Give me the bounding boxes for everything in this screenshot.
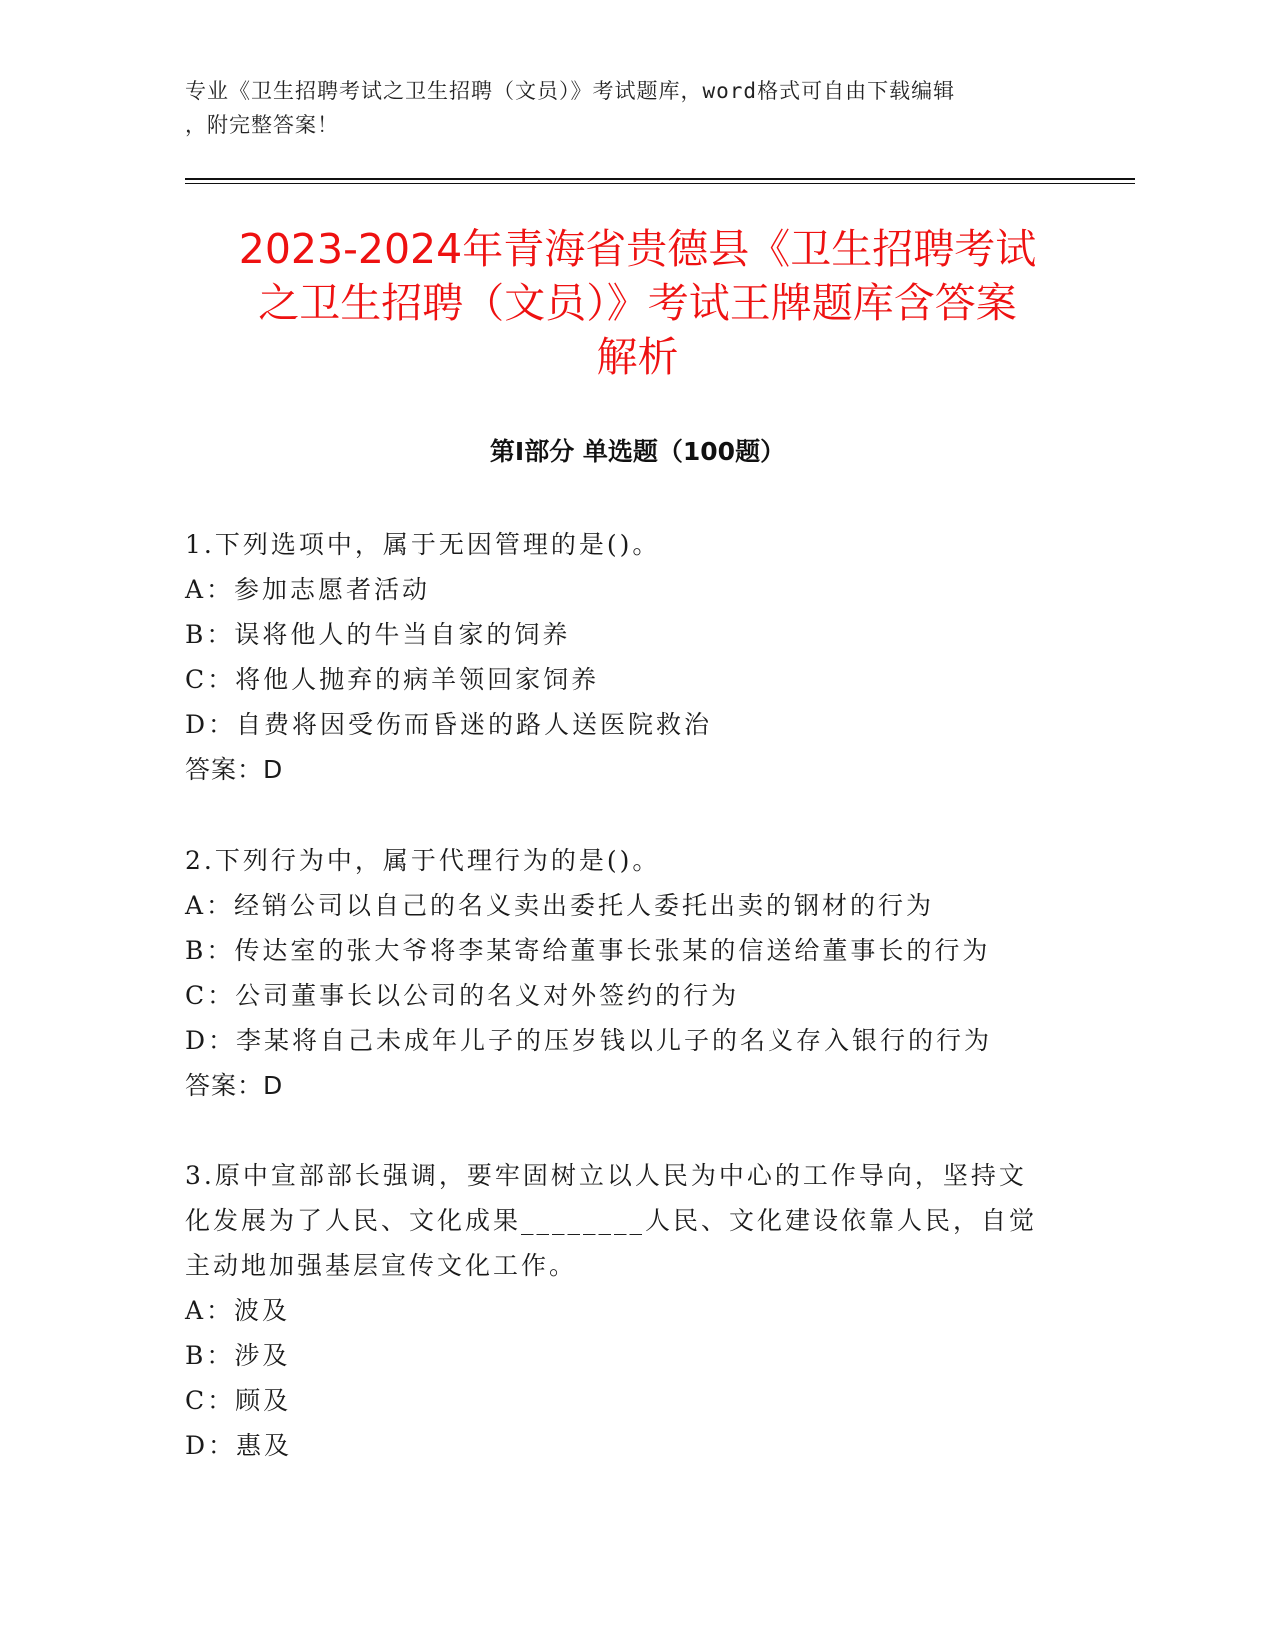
question-2	[185, 838, 1065, 1108]
question-stem: 2.下列行为中，属于代理行为的是()。	[185, 846, 661, 875]
header-divider-thick	[185, 178, 1135, 180]
option-d: D：自费将因受伤而昏迷的路人送医院救治	[185, 710, 713, 739]
answer: 答案：D	[185, 1071, 284, 1100]
header-note-line: ，附完整答案！	[185, 113, 339, 137]
document-title-line: 解析	[596, 333, 679, 381]
document-title-line: 之卫生招聘（文员）》考试王牌题库含答案	[258, 279, 1017, 327]
option-d: D：李某将自己未成年儿子的压岁钱以儿子的名义存入银行的行为	[185, 1026, 993, 1055]
option-b: B：误将他人的牛当自家的饲养	[185, 620, 571, 649]
question-stem: 3.原中宣部部长强调，要牢固树立以人民为中心的工作导向，坚持文	[185, 1161, 1027, 1190]
option-c: C：将他人抛弃的病羊领回家饲养	[185, 665, 600, 694]
question-3	[185, 1153, 1065, 1468]
option-a: A：波及	[185, 1296, 291, 1325]
option-a: A：参加志愿者活动	[185, 575, 431, 604]
header-note-line: 专业《卫生招聘考试之卫生招聘（文员）》考试题库，word格式可自由下载编辑	[185, 79, 956, 103]
option-b: B：传达室的张大爷将李某寄给董事长张某的信送给董事长的行为	[185, 936, 991, 965]
answer: 答案：D	[185, 755, 284, 784]
header-divider-thin	[185, 183, 1135, 184]
header-note	[185, 74, 1075, 142]
option-b: B：涉及	[185, 1341, 291, 1370]
document-title	[150, 222, 1125, 384]
question-stem: 主动地加强基层宣传文化工作。	[185, 1251, 578, 1280]
question-stem: 1.下列选项中，属于无因管理的是()。	[185, 530, 661, 559]
section-heading: 第Ⅰ部分 单选题（100题）	[489, 437, 786, 466]
document-title-line: 2023-2024年青海省贵德县《卫生招聘考试	[238, 225, 1037, 273]
question-1	[185, 522, 1065, 792]
option-d: D：惠及	[185, 1431, 293, 1460]
option-a: A：经销公司以自己的名义卖出委托人委托出卖的钢材的行为	[185, 891, 935, 920]
option-c: C：公司董事长以公司的名义对外签约的行为	[185, 981, 740, 1010]
option-c: C：顾及	[185, 1386, 292, 1415]
question-stem: 化发展为了人民、文化成果________人民、文化建设依靠人民，自觉	[185, 1206, 1038, 1235]
